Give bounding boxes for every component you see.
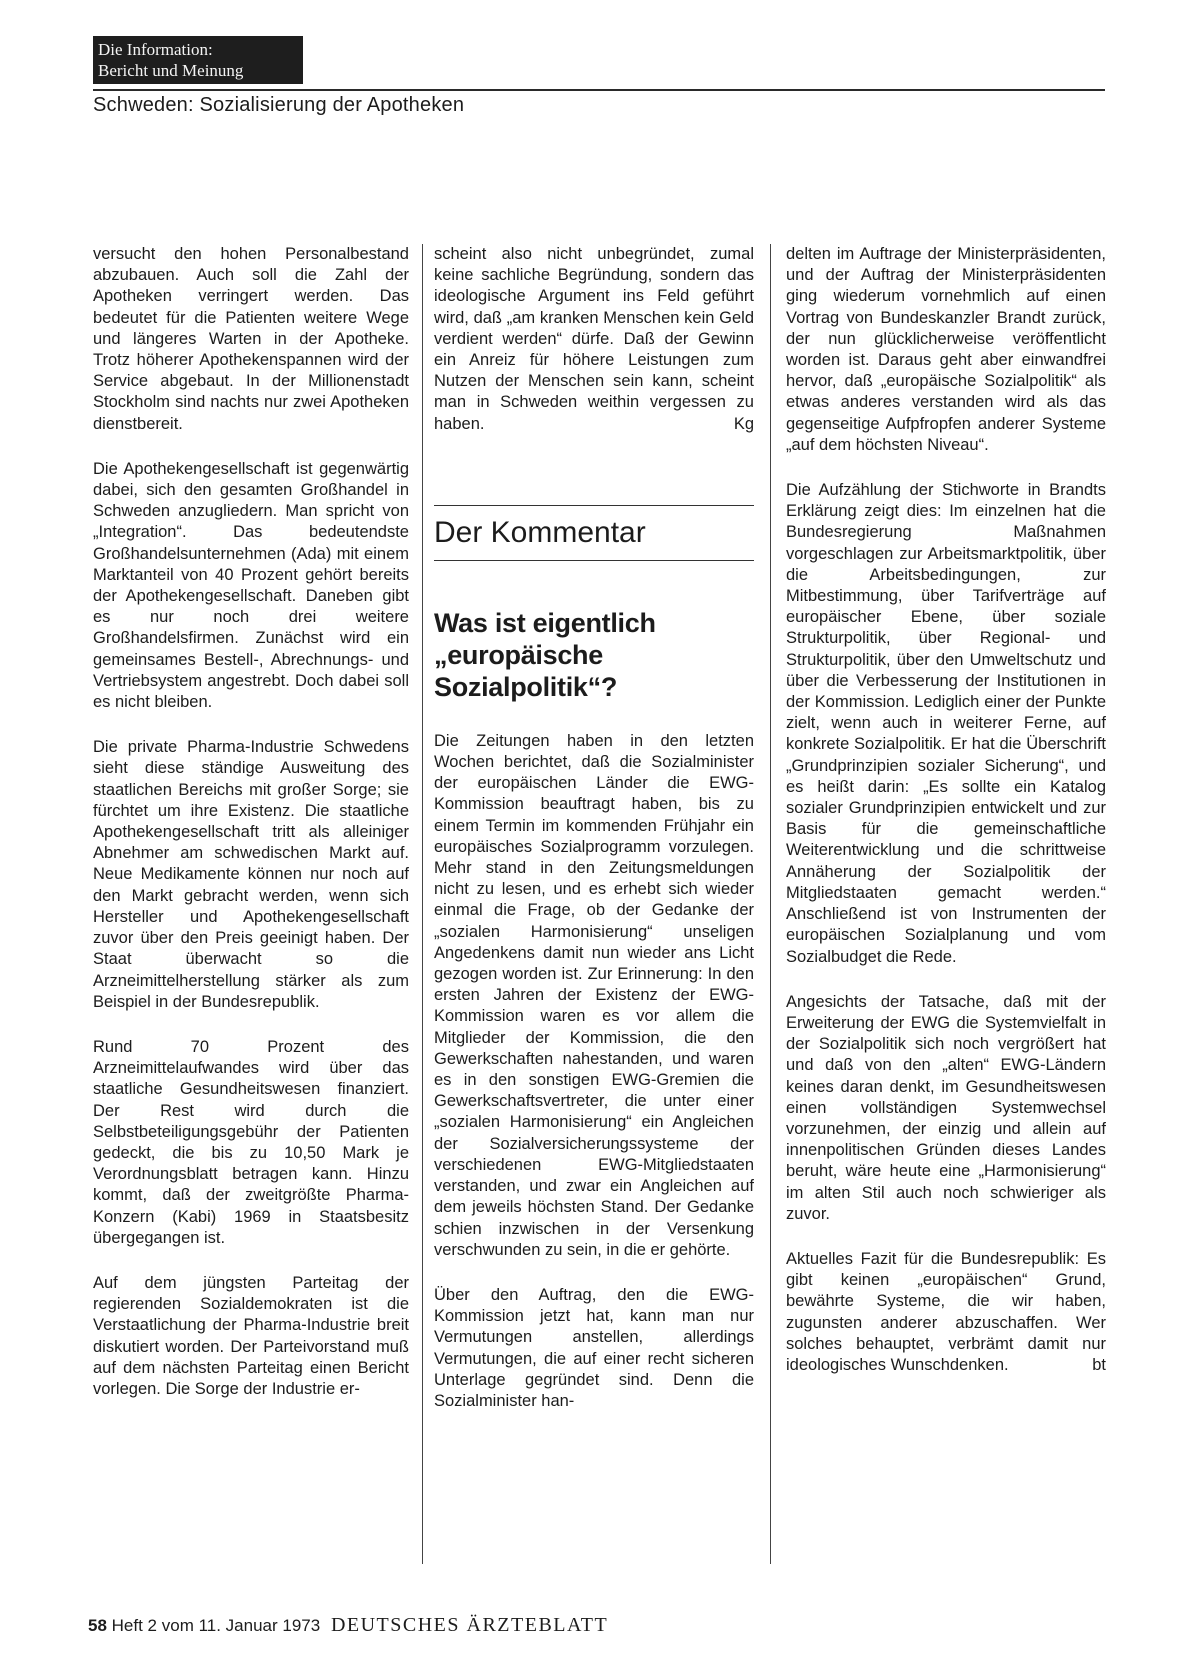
headline-line-2: „europäische (434, 639, 603, 670)
col1-paragraph-5: Auf dem jüngsten Parteitag der regierenden Sozialdemokraten ist die Verstaatlichung der Pharma-Industrie breit diskutiert worden. Der Parteivorstand muß auf dem nächsten Parteitag einen Bericht vorlegen. Die Sorge der Industrie er- (93, 1273, 409, 1398)
col2-paragraph-1-text: scheint also nicht unbegründet, zumal keine sachliche Begründung, sondern das ideologische Argument ins Feld geführt wird, daß „am kranken Menschen kein Geld verdient werden“ dürfe. Daß der Gewinn ein Anreiz für höhere Leistungen zum Nutzen der Menschen sein kann, scheint man in Schweden weithin vergessen zu haben. (434, 245, 754, 433)
author-signoff: Kg (733, 414, 754, 433)
page-number: 58 (88, 1616, 107, 1635)
page-footer (88, 1614, 608, 1637)
col1-paragraph-1: versucht den hohen Personalbestand abzubauen. Auch soll die Zahl der Apotheken verringert werden. Das bedeutet für die Patienten weitere Wege und längeres Warten in der Apotheke. Trotz höherer Apothekenspannen wird der Service abgebaut. In der Millionenstadt Stockholm sind nachts nur zwei Apotheken dienstbereit. (93, 245, 409, 433)
headline-line-1: Was ist eigentlich (434, 607, 656, 638)
headline-line-3: Sozialpolitik“? (434, 671, 618, 702)
column-divider-2 (770, 244, 771, 1564)
article-headline (434, 607, 754, 703)
col3-paragraph-1: delten im Auftrage der Ministerpräsidenten, und der Auftrag der Ministerpräsidenten ging wiederum vornehmlich auf einen Vortrag von Bundeskanzler Brandt zurück, der nun glücklicherweise veröffentlicht worden ist. Daraus geht aber einwandfrei hervor, daß „europäische Sozialpolitik“ als etwas anderes verstanden wird als das gegenseitige Aufpfropfen anderer Systeme „auf dem höchsten Niveau“. (786, 245, 1106, 454)
col3-paragraph-3: Angesichts der Tatsache, daß mit der Erweiterung der EWG die Systemvielfalt in der Sozialpolitik sich noch vergrößert hat und daß von den „alten“ EWG-Ländern keines daran denkt, im Gesundheitswesen einen vollständigen Systemwechsel vorzunehmen, der einzig und allein auf innenpolitischen Gründen dieses Landes beruht, wäre heute eine „Harmonisierung“ im alten Stil auch noch schwieriger als zuvor. (786, 992, 1106, 1223)
col2-paragraph-2: Die Zeitungen haben in den letzten Wochen berichtet, daß die Sozialminister der europäischen Länder die EWG-Kommission beauftragt haben, bis zu einem Termin im kommenden Frühjahr ein europäisches Sozialprogramm vorzulegen. Mehr stand in den Zeitungsmeldungen nicht zu lesen, und es erhebt sich wieder einmal die Frage, ob der Gedanke der „sozialen Harmonisierung“ unseligen Angedenkens damit nun wieder ans Licht gezogen worden ist. Zur Erinnerung: In den ersten Jahren der Existenz der EWG-Kommission waren es vor allem die Mitglieder der Kommission, die den Gewerkschaften nahestanden, und waren es in den sonstigen EWG-Gremien die Gewerkschaftsvertreter, die unter einer „sozialen Harmonisierung“ ein Angleichen der Sozialversicherungssysteme der verschiedenen EWG-Mitgliedstaaten verstanden, und zwar ein Angleichen auf dem jeweils höchsten Stand. Der Gedanke schien inzwischen in der Versenkung verschwunden zu sein, in die er gehörte. (434, 731, 754, 1259)
header-rule (93, 89, 1105, 91)
kommentar-label: Der Kommentar (434, 515, 646, 549)
section-tag-line1: Die Information: (98, 40, 213, 59)
column-divider-1 (422, 244, 423, 1564)
column-3 (786, 244, 1106, 1400)
col2-paragraph-1 (434, 244, 754, 435)
col3-paragraph-4 (786, 1249, 1106, 1376)
publication-name: DEUTSCHES ÄRZTEBLATT (330, 1614, 609, 1636)
col3-paragraph-2: Die Aufzählung der Stichworte in Brandts Erklärung zeigt dies: Im einzelnen hat die Bundesregierung Maßnahmen vorgeschlagen zur Arbeitsmarktpolitik, über die Arbeitsbedingungen, zur Mitbestimmung, über Tarifverträge auf europäischer Ebene, über soziale Strukturpolitik, über Regional- und Strukturpolitik, über den Umweltschutz und über die Verbesserung der Institutionen in der Kommission. Lediglich einer der Punkte zielt, wenn auch in weiterer Ferne, auf konkrete Sozialpolitik. Er hat die Überschrift „Grundprinzipien sozialer Sicherung“, und es heißt darin: „Es sollte ein Katalog sozialer Grundprinzipien entwickelt und zur Basis für die gemeinschaftliche Weiterentwicklung und die schrittweise Annäherung der Sozialpolitik der Mitgliedstaaten gemacht werden.“ Anschließend ist von Instrumenten der europäischen Sozialplanung und vom Sozialbudget die Rede. (786, 481, 1106, 966)
kommentar-header (434, 505, 754, 561)
col2-paragraph-3: Über den Auftrag, den die EWG-Kommission jetzt hat, kann man nur Vermutungen anstellen, allerdings Vermutungen, die auf einer recht sicheren Unterlage gegründet sind. Denn die Sozialminister han- (434, 1285, 754, 1410)
page-subtitle: Schweden: Sozialisierung der Apotheken (93, 94, 465, 116)
column-2 (434, 244, 754, 1436)
col1-paragraph-4: Rund 70 Prozent des Arzneimittelaufwandes wird über das staatliche Gesundheitswesen finanziert. Der Rest wird durch die Selbstbeteiligungsgebühr der Patienten gedeckt, die bis zu 10,50 Mark je Verordnungsblatt betragen kann. Hinzu kommt, daß der zweitgrößte Pharma-Konzern (Kabi) 1969 in Staatsbesitz übergegangen ist. (93, 1037, 409, 1247)
section-tag (93, 36, 303, 84)
author-signoff: bt (1092, 1355, 1106, 1374)
col1-paragraph-2: Die Apothekengesellschaft ist gegenwärtig dabei, sich den gesamten Großhandel in Schweden anzugliedern. Man spricht von „Integration“. Das bedeutendste Großhandelsunternehmen (Ada) mit einem Marktanteil von 40 Prozent gehört bereits der Apothekengesellschaft. Daneben gibt es nur noch drei weitere Großhandelsfirmen. Zunächst wird ein gemeinsames Bestell-, Abrechnungs- und Vertriebsystem angestrebt. Doch dabei soll es nicht bleiben. (93, 459, 409, 712)
col3-paragraph-4-text: Aktuelles Fazit für die Bundesrepublik: Es gibt keinen „europäischen“ Grund, bewährte Systeme, die wir haben, zugunsten anderer abzuschaffen. Wer solches behauptet, verbrämt damit nur ideologisches Wunschdenken. (786, 1249, 1106, 1374)
col1-paragraph-3: Die private Pharma-Industrie Schwedens sieht diese ständige Ausweitung des staatlichen Bereichs mit großer Sorge; sie fürchtet um ihre Existenz. Die staatliche Apothekengesellschaft tritt als alleiniger Abnehmer am schwedischen Markt auf. Neue Medikamente können nur noch auf den Markt gebracht werden, wenn sich Hersteller und Apothekengesellschaft zuvor über den Preis geeinigt haben. Der Staat überwacht so die Arzneimittelherstellung stärker als zum Beispiel in der Bundesrepublik. (93, 738, 409, 1011)
issue-info: Heft 2 vom 11. Januar 1973 (111, 1616, 321, 1635)
column-1 (93, 244, 409, 1424)
section-tag-line2: Bericht und Meinung (98, 61, 244, 80)
